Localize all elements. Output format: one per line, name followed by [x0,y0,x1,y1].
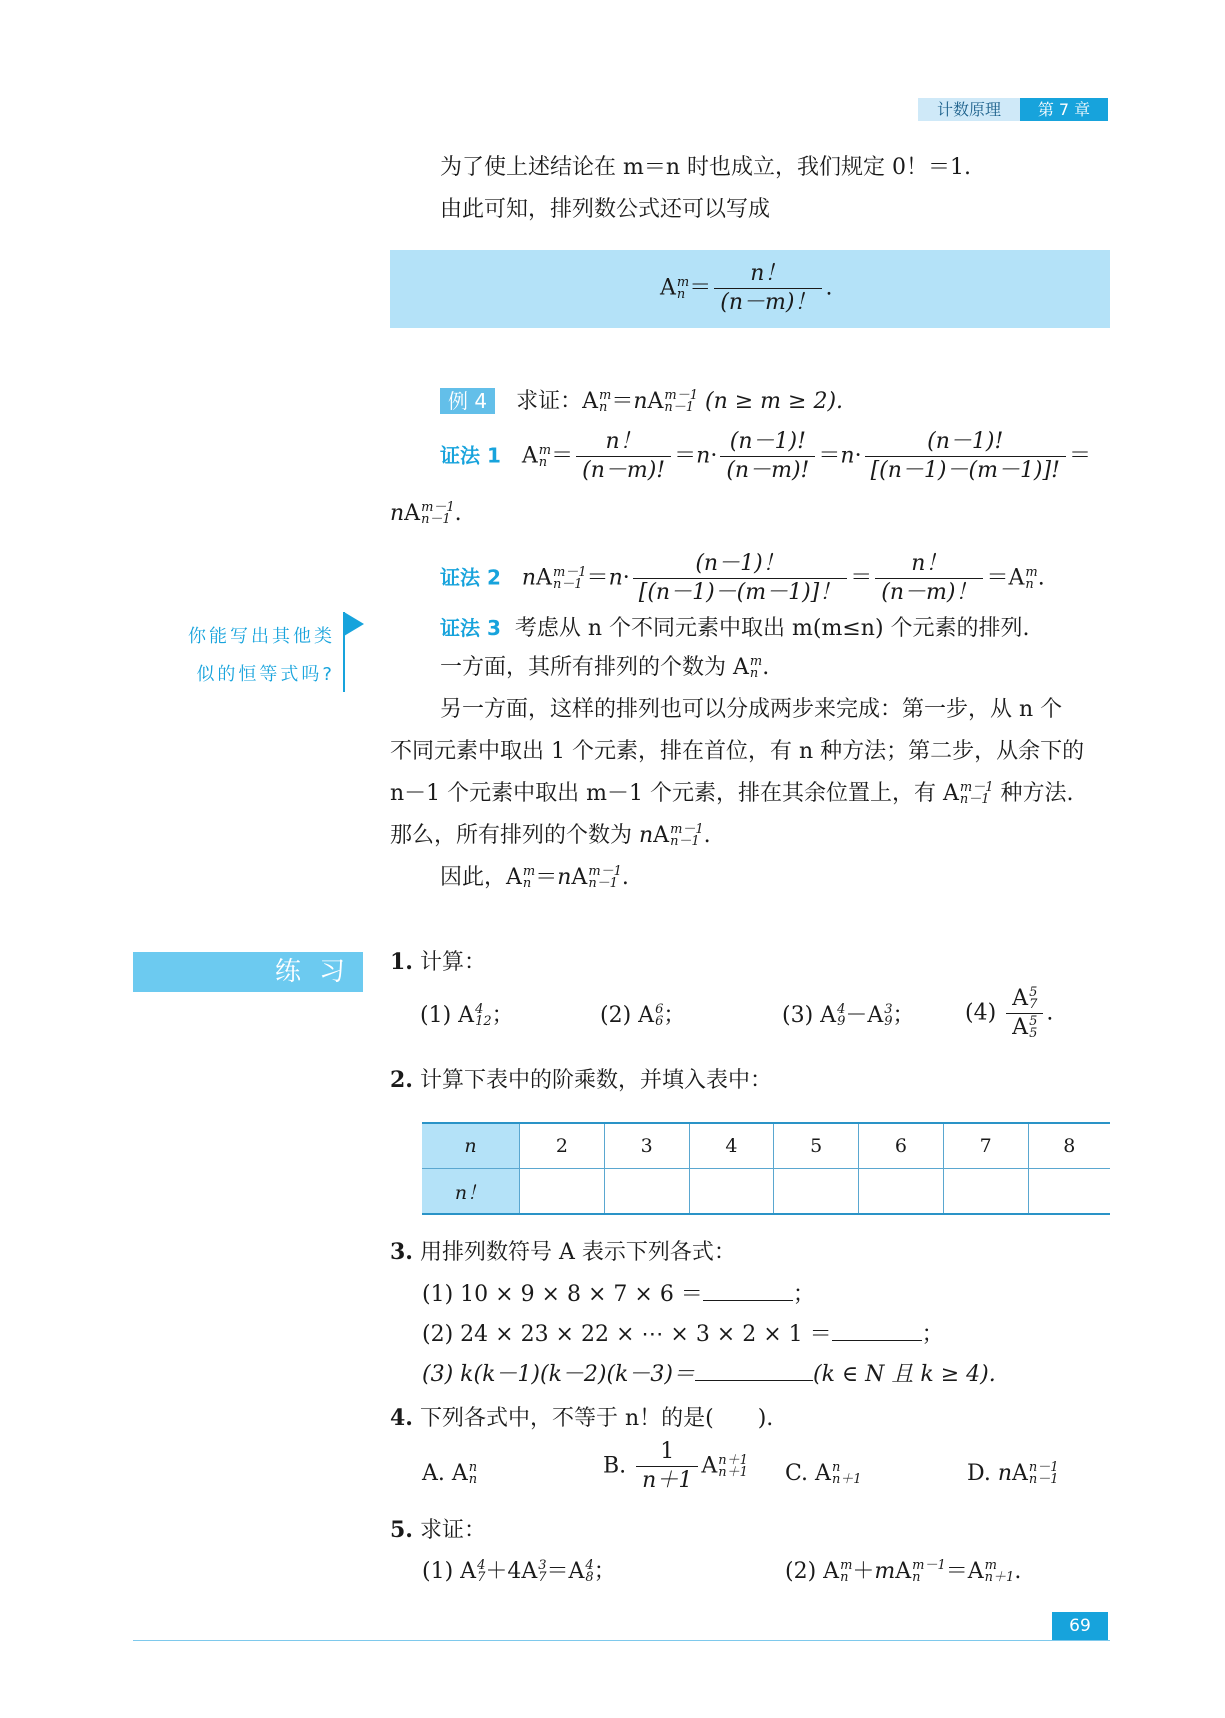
question-2: 2. 计算下表中的阶乘数，并填入表中： [390,1067,772,1093]
footer-rule [133,1640,1110,1641]
question-1: 1. 计算： [390,949,486,975]
proof-3-line-7: 因此，A m n ＝nA m－1 n－1 . [440,864,629,891]
proof-1-result: nA m－1 n－1 . [390,500,462,527]
q3-item-1: (1) 10 × 9 × 8 × 7 × 6 ＝ ； [422,1278,815,1311]
table-row [422,1123,1110,1169]
q4-opt-b: B. $\frac{1}{n+1}$ A n＋1 n＋1 [603,1439,748,1493]
q5-opt-1: (1) A 4 7 ＋4A 3 7 ＝A 4 8 ； [422,1558,616,1585]
q1-opt-2: (2) A 6 6 ； [600,1002,686,1029]
q4-opt-a: A. A n n [422,1460,478,1487]
formula-main: A m n ＝ $\frac{n!}{(n-m)!}$ . [660,261,833,315]
table-cell-blank [604,1169,689,1215]
chapter-number: 第 7 章 [1020,98,1108,121]
proof-1: 证法 1 A m n ＝ $\frac{n!}{(n-m)!}$ ＝n· $\frac{(n-1)!}{(n-m)!}$ ＝n· $\frac{(n-1)!}{[(n-1)-(m-1)]!}$ ＝ [440,429,1091,483]
practice-title: 练习 [133,952,363,992]
proof-2: 证法 2 nA m－1 n－1 ＝n· $\frac{(n-1)!}{[(n-1)-(m-1)]!}$ ＝ $\frac{n!}{(n-m)!}$ ＝A m n . [440,551,1045,605]
row-head-n: n [422,1123,520,1169]
example-badge: 例 4 [440,388,495,414]
table-cell: 2 [520,1123,605,1169]
q4-opt-d: D. nA n－1 n－1 [967,1460,1059,1487]
proof-3-line-5: n－1 个元素中取出 m－1 个元素，排在其余位置上，有 A m－1 n－1 种方法. [390,780,1074,807]
q4-opt-c: C. A n n＋1 [785,1460,862,1487]
table-cell-blank [520,1169,605,1215]
table-row [422,1169,1110,1215]
intro-line-2: 由此可知，排列数公式还可以写成 [440,197,771,222]
q3-item-3: (3) k(k－1)(k－2)(k－3)＝ (k ∈ N 且 k ≥ 4). [422,1358,996,1391]
intro-line-1: 为了使上述结论在 m＝n 时也成立，我们规定 0！＝1. [440,155,971,180]
question-4: 4. 下列各式中，不等于 n！的是( ). [390,1405,774,1431]
table-cell: 7 [943,1123,1028,1169]
q1-opt-1: (1) A 4 12 ； [420,1002,514,1029]
q1-opt-3: (3) A 4 9 －A 3 9 ； [782,1002,915,1029]
example-4: 例 4 求证：A m n ＝nA m－1 n－1 (n ≥ m ≥ 2). [440,385,843,418]
table-cell-blank [943,1169,1028,1215]
table-cell: 5 [774,1123,859,1169]
question-3: 3. 用排列数符号 A 表示下列各式： [390,1239,736,1265]
q3-item-2: (2) 24 × 23 × 22 × ⋯ × 3 × 2 × 1 ＝ ； [422,1318,944,1351]
row-head-nfact: n！ [422,1169,520,1215]
side-note: 你能写出其他类 似的恒等式吗? [188,626,335,685]
factorial-table [422,1122,1110,1215]
page-number: 69 [1052,1612,1108,1640]
table-cell: 8 [1028,1123,1110,1169]
q5-opt-2: (2) A m n ＋mA m－1 n ＝A m n＋1 . [785,1558,1022,1585]
chapter-title: 计数原理 [918,98,1020,121]
proof-3-line-2: 一方面，其所有排列的个数为 A m n . [440,654,770,681]
q1-opt-4: (4) A 5 7 A 5 5 . [965,985,1054,1041]
table-cell-blank [1028,1169,1110,1215]
question-5: 5. 求证： [390,1517,486,1543]
table-cell-blank [859,1169,944,1215]
proof-3-line-4: 不同元素中取出 1 个元素，排在首位，有 n 种方法；第二步，从余下的 [390,739,1085,764]
table-cell: 6 [859,1123,944,1169]
proof-3-line-3: 另一方面，这样的排列也可以分成两步来完成：第一步，从 n 个 [440,697,1063,722]
table-cell-blank [774,1169,859,1215]
table-cell: 4 [689,1123,774,1169]
proof-3-line-6: 那么，所有排列的个数为 nA m－1 n－1 . [390,822,711,849]
flag-icon [340,612,366,692]
table-cell-blank [689,1169,774,1215]
proof-3-line-1: 证法 3 考虑从 n 个不同元素中取出 m(m≤n) 个元素的排列. [440,616,1030,641]
table-cell: 3 [604,1123,689,1169]
